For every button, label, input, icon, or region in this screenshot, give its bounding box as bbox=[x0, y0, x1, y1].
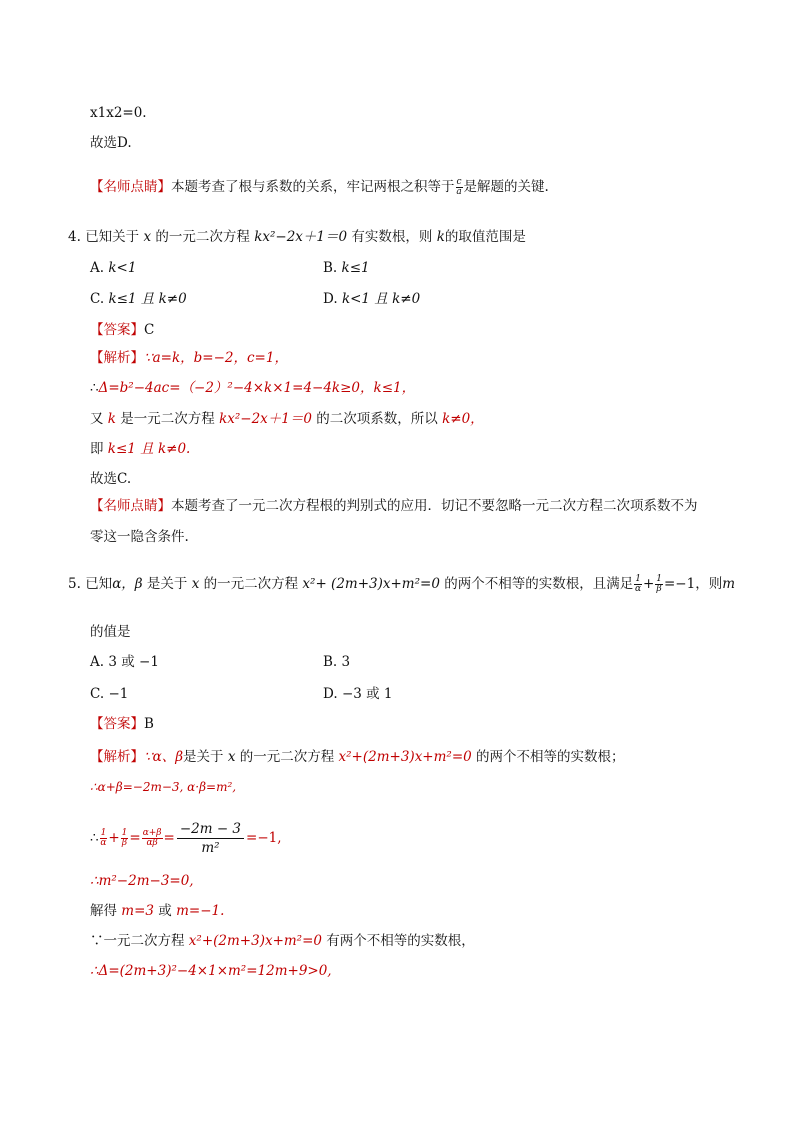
fraction-1-over-alpha bbox=[634, 575, 642, 594]
analysis-text: m=−1. bbox=[176, 903, 225, 919]
tip-text-end: 是解题的关键. bbox=[463, 179, 549, 195]
analysis-text: =−1, bbox=[246, 830, 282, 846]
stem-text: 的取值范围是 bbox=[444, 229, 526, 245]
fraction-denominator: αβ bbox=[146, 838, 158, 848]
answer-tag: 【答案】 bbox=[90, 716, 144, 732]
stem-text: 已知关于 bbox=[85, 229, 140, 245]
variable-x: x bbox=[143, 229, 152, 245]
q4-stem bbox=[68, 228, 526, 246]
q5-option-a[interactable] bbox=[90, 653, 159, 671]
analysis-text: 即 bbox=[90, 441, 104, 457]
q5-analysis-4 bbox=[90, 872, 194, 890]
q4-analysis-1 bbox=[90, 349, 288, 367]
analysis-text: 的一元二次方程 bbox=[239, 749, 335, 765]
q5-analysis-1 bbox=[90, 748, 625, 766]
stem-text: =−1，则 bbox=[664, 576, 723, 592]
analysis-text: ∴Δ=(2m+3)²−4×1×m²=12m+9>0, bbox=[90, 963, 332, 979]
analysis-text: 解得 bbox=[90, 903, 117, 919]
fraction-denominator: a bbox=[456, 187, 462, 197]
roots-alpha-beta: α，β bbox=[112, 576, 143, 592]
stem-text: 有实数根，则 bbox=[351, 229, 433, 245]
q4-tip-1 bbox=[90, 497, 698, 515]
q5-analysis-7 bbox=[90, 962, 332, 980]
analysis-text: ∵a=k，b=−2，c=1， bbox=[144, 350, 288, 366]
choose-text: 故选C. bbox=[90, 471, 132, 487]
fraction-denominator: α bbox=[100, 838, 107, 848]
analysis-text: 的两个不相等的实数根； bbox=[476, 749, 625, 765]
tip-tag: 【名师点睛】 bbox=[90, 498, 171, 514]
q4-option-b[interactable] bbox=[323, 259, 370, 277]
option-label: C. bbox=[90, 291, 105, 307]
q5-answer bbox=[90, 715, 154, 733]
fraction-numerator: α+β bbox=[142, 828, 162, 838]
option-value: k≤1 且 k≠0 bbox=[108, 291, 187, 307]
therefore-symbol: ∴ bbox=[90, 830, 99, 846]
variable-x: x bbox=[227, 749, 236, 765]
tip-text: 本题考查了一元二次方程根的判别式的应用．切记不要忽略一元二次方程二次项系数不为 bbox=[171, 498, 698, 514]
analysis-text: 又 bbox=[90, 411, 104, 427]
q5-analysis-2 bbox=[90, 778, 236, 796]
equation: x²+ (2m+3)x+m²=0 bbox=[302, 576, 440, 592]
fraction-sum-over-product bbox=[142, 829, 163, 848]
fraction-numerator: 1 bbox=[100, 828, 107, 838]
option-label: A. bbox=[90, 654, 105, 670]
option-label: A. bbox=[90, 260, 105, 276]
q5-option-d[interactable] bbox=[323, 685, 393, 703]
analysis-tag: 【解析】 bbox=[90, 749, 144, 765]
analysis-text: ∵一元二次方程 bbox=[90, 933, 185, 949]
fraction-1-over-beta bbox=[655, 575, 663, 594]
q3-choose-text: 故选D. bbox=[90, 135, 132, 151]
fraction-numerator: −2m − 3 bbox=[177, 820, 244, 839]
equation: x²+(2m+3)x+m²=0 bbox=[338, 749, 472, 765]
q3-choose bbox=[90, 134, 132, 152]
fraction-expression bbox=[177, 820, 244, 857]
option-value: k<1 bbox=[108, 260, 137, 276]
analysis-text: Δ=b²−4ac=（−2）²−4×k×1=4−4k≥0，k≤1， bbox=[98, 380, 416, 396]
q5-option-b[interactable] bbox=[323, 653, 350, 671]
stem-text: 是关于 bbox=[146, 576, 188, 592]
analysis-text: 的二次项系数，所以 bbox=[316, 411, 438, 427]
q3-conclusion-text: x1x2=0. bbox=[90, 105, 147, 121]
option-label: D. bbox=[323, 686, 338, 702]
q5-analysis-5 bbox=[90, 902, 224, 920]
option-value: −3 或 1 bbox=[341, 686, 393, 702]
q4-analysis-2 bbox=[90, 379, 415, 397]
option-label: D. bbox=[323, 291, 338, 307]
q5-option-c[interactable] bbox=[90, 685, 128, 703]
fraction-denominator: α bbox=[635, 584, 642, 594]
variable-k: k bbox=[436, 229, 445, 245]
q5-analysis-6 bbox=[90, 932, 475, 950]
q4-option-a[interactable] bbox=[90, 259, 136, 277]
q4-tip-2 bbox=[90, 528, 189, 546]
analysis-text: ∴α+β=−2m−3, α·β=m², bbox=[90, 780, 237, 794]
analysis-text: k≤1 且 k≠0. bbox=[107, 441, 191, 457]
option-value: k≤1 bbox=[341, 260, 370, 276]
q4-analysis-4 bbox=[90, 440, 190, 458]
plus-sign: + bbox=[108, 830, 120, 846]
q4-answer bbox=[90, 321, 154, 339]
q5-stem bbox=[68, 575, 735, 594]
therefore-symbol: ∴ bbox=[90, 380, 99, 396]
stem-text: 的一元二次方程 bbox=[203, 576, 299, 592]
variable-m: m bbox=[722, 576, 736, 592]
analysis-text: 是一元二次方程 bbox=[120, 411, 215, 427]
fraction-denominator: β bbox=[656, 584, 662, 594]
fraction-1-over-alpha bbox=[100, 829, 108, 848]
analysis-text: 或 bbox=[158, 903, 172, 919]
question-number: 4. bbox=[68, 229, 81, 245]
stem-text: 的两个不相等的实数根，且满足 bbox=[444, 576, 634, 592]
q3-tip bbox=[90, 178, 549, 197]
fraction-numerator: 1 bbox=[656, 574, 662, 584]
analysis-text: k≠0， bbox=[442, 411, 484, 427]
answer-value: B bbox=[144, 716, 154, 732]
option-label: C. bbox=[90, 686, 105, 702]
q4-option-d[interactable] bbox=[323, 290, 420, 308]
option-value: −1 bbox=[108, 686, 129, 702]
fraction-numerator: 1 bbox=[635, 574, 641, 584]
analysis-text: ∵α、β bbox=[144, 749, 184, 765]
equals-sign: = bbox=[163, 830, 175, 846]
q4-analysis-3 bbox=[90, 410, 484, 428]
q4-option-c[interactable] bbox=[90, 290, 187, 308]
equation: kx²−2x＋1＝0 bbox=[254, 229, 348, 245]
analysis-text: m=3 bbox=[121, 903, 154, 919]
variable-k: k bbox=[107, 411, 116, 427]
answer-tag: 【答案】 bbox=[90, 322, 144, 338]
q5-analysis-3 bbox=[90, 818, 282, 858]
equation: kx²−2x＋1＝0 bbox=[219, 411, 312, 427]
option-value: 3 或 −1 bbox=[108, 654, 159, 670]
q3-conclusion bbox=[90, 104, 147, 122]
fraction-c-over-a bbox=[456, 178, 463, 197]
analysis-text: 有两个不相等的实数根， bbox=[326, 933, 475, 949]
equation: x²+(2m+3)x+m²=0 bbox=[188, 933, 322, 949]
stem-text: 的值是 bbox=[90, 624, 131, 640]
tip-text: 本题考查了根与系数的关系，牢记两根之积等于 bbox=[171, 179, 455, 195]
fraction-numerator: 1 bbox=[121, 828, 128, 838]
question-number: 5. bbox=[68, 576, 81, 592]
option-label: B. bbox=[323, 260, 338, 276]
stem-text: 的一元二次方程 bbox=[155, 229, 250, 245]
stem-text: 已知 bbox=[85, 576, 113, 592]
option-value: k<1 且 k≠0 bbox=[341, 291, 421, 307]
fraction-denominator: m² bbox=[201, 840, 220, 856]
analysis-text: 是关于 bbox=[183, 749, 224, 765]
tip-text: 零这一隐含条件. bbox=[90, 529, 189, 545]
variable-x: x bbox=[191, 576, 200, 592]
analysis-text: ∴m²−2m−3=0, bbox=[90, 873, 194, 889]
option-value: 3 bbox=[341, 654, 351, 670]
plus-sign: + bbox=[642, 576, 655, 592]
tip-tag: 【名师点睛】 bbox=[90, 179, 171, 195]
fraction-1-over-beta bbox=[121, 829, 129, 848]
answer-value: C bbox=[144, 322, 155, 338]
option-label: B. bbox=[323, 654, 338, 670]
q4-choose bbox=[90, 470, 131, 488]
fraction-denominator: β bbox=[121, 838, 128, 848]
q5-stem-line2 bbox=[90, 623, 131, 641]
equals-sign: = bbox=[129, 830, 141, 846]
fraction-numerator: c bbox=[456, 177, 462, 187]
analysis-tag: 【解析】 bbox=[90, 350, 144, 366]
